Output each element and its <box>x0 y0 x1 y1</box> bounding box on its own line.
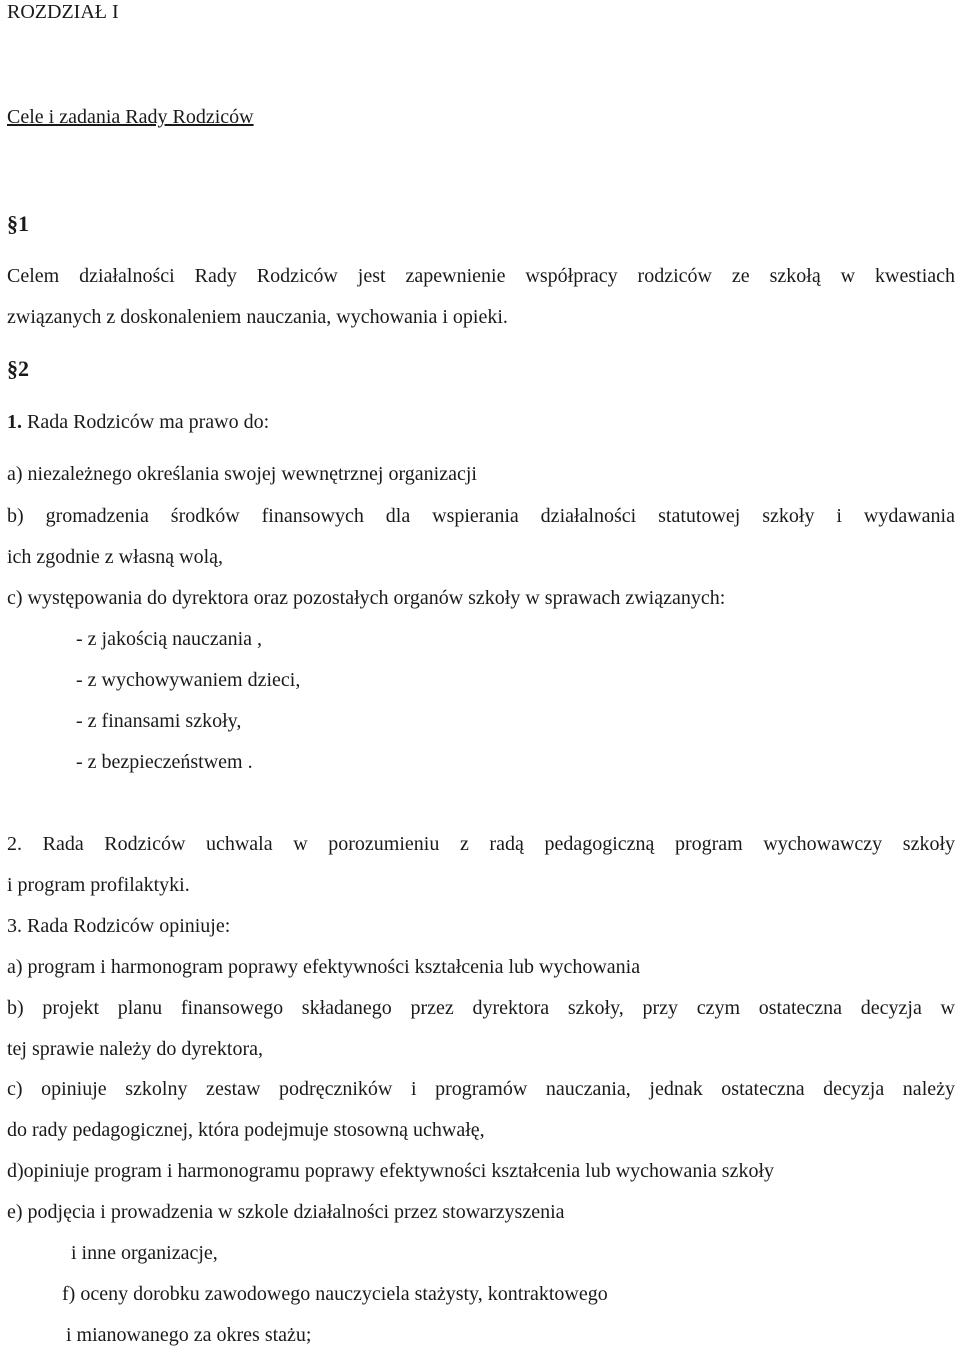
point-2-line-2: i program profilaktyki. <box>7 874 190 896</box>
section-2-mark: §2 <box>7 356 29 381</box>
point-3-item-c-line-2: do rady pedagogicznej, która podejmuje stosowną uchwałę, <box>7 1119 485 1141</box>
point-3-item-a: a) program i harmonogram poprawy efektywności kształcenia lub wychowania <box>7 956 641 978</box>
point-3-text: Rada Rodziców opiniuje: <box>27 915 231 937</box>
point-3-number: 3. <box>7 915 22 937</box>
point-3-item-b-line-1: b) projekt planu finansowego składanego przez dyrektora szkoły, przy czym ostateczna decyzja w <box>7 997 955 1019</box>
point-1-item-b-line-2: ich zgodnie z własną wolą, <box>7 546 224 568</box>
section-1-line-1: Celem działalności Rady Rodziców jest zapewnienie współpracy rodziców ze szkołą w kwestiach <box>7 265 955 287</box>
point-2-line-1: 2. Rada Rodziców uchwala w porozumieniu z radą pedagogiczną program wychowawczy szkoły <box>7 833 955 855</box>
point-2-paragraph <box>7 832 955 856</box>
section-1-paragraph <box>7 264 955 288</box>
point-3-item-b-line-2: tej sprawie należy do dyrektora, <box>7 1038 264 1060</box>
point-1-item-b-line-1: b) gromadzenia środków finansowych dla wspierania działalności statutowej szkoły i wydawania <box>7 505 955 527</box>
point-3-item-f-line-2: i mianowanego za okres stażu; <box>66 1324 312 1346</box>
dash-item: - z jakością nauczania , <box>76 628 263 650</box>
point-3-item-d: d)opiniuje program i harmonogramu poprawy efektywności kształcenia lub wychowania szkoły <box>7 1160 775 1182</box>
chapter-title: Cele i zadania Rady Rodziców <box>7 106 254 128</box>
point-1-text: Rada Rodziców ma prawo do: <box>27 411 270 433</box>
point-1-item-c: c) występowania do dyrektora oraz pozostałych organów szkoły w sprawach związanych: <box>7 587 726 609</box>
point-3-item-c <box>7 1077 955 1101</box>
point-3-item-e-line-2: i inne organizacje, <box>71 1242 218 1264</box>
section-1-line-2: związanych z doskonaleniem nauczania, wychowania i opieki. <box>7 306 508 328</box>
point-1-number: 1. <box>7 411 22 433</box>
dash-item: - z finansami szkoły, <box>76 710 242 732</box>
point-1-item-b <box>7 504 955 528</box>
point-1-heading <box>7 410 269 434</box>
point-3-item-f-line-1: f) oceny dorobku zawodowego nauczyciela stażysty, kontraktowego <box>62 1283 608 1305</box>
point-3-item-e-line-1: e) podjęcia i prowadzenia w szkole działalności przez stowarzyszenia <box>7 1201 565 1223</box>
dash-item: - z wychowywaniem dzieci, <box>76 669 301 691</box>
dash-item: - z bezpieczeństwem . <box>76 751 253 773</box>
point-3-item-c-line-1: c) opiniuje szkolny zestaw podręczników i programów nauczania, jednak ostateczna decyzja należy <box>7 1078 955 1100</box>
point-1-item-a: a) niezależnego określania swojej wewnętrznej organizacji <box>7 463 477 485</box>
point-3-heading <box>7 914 230 938</box>
section-1-mark: §1 <box>7 211 29 236</box>
point-3-item-b <box>7 996 955 1020</box>
chapter-heading: ROZDZIAŁ I <box>7 1 119 23</box>
